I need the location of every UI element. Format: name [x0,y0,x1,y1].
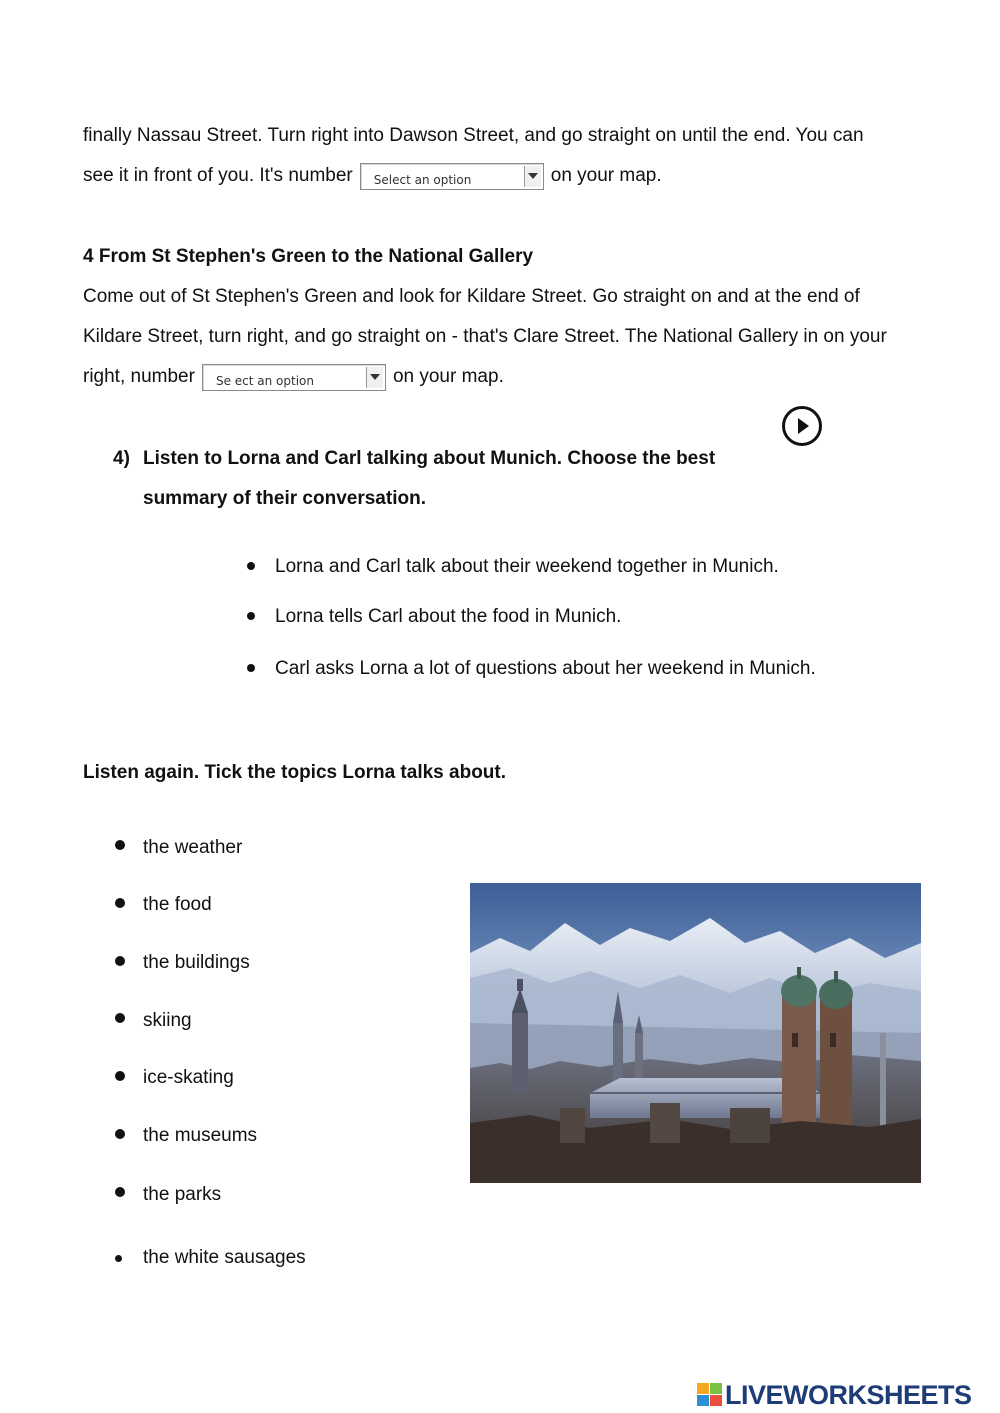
bullet [115,898,125,908]
answer-select-1[interactable] [360,163,544,190]
answer-option[interactable]: Carl asks Lorna a lot of questions about her weekend in Munich. [275,658,816,679]
bullet [247,664,255,672]
answer-option[interactable]: Lorna tells Carl about the food in Munich. [275,606,622,627]
bullet [115,1187,125,1197]
bullet [115,1071,125,1081]
liveworksheets-logo [697,1380,972,1410]
select-placeholder: Select an option [373,172,472,187]
paragraph-line-with-select [83,154,662,198]
section-heading: 4 From St Stephen's Green to the National Gallery [83,246,534,267]
bullet [115,956,125,966]
paragraph-line: Kildare Street, turn right, and go straight on - that's Clare Street. The National Gallery in on your [83,326,887,347]
topic-item[interactable]: the weather [143,837,243,858]
paragraph-line: finally Nassau Street. Turn right into Dawson Street, and go straight on until the end. You can [83,125,864,146]
bullet [115,840,125,850]
topic-item[interactable]: the food [143,894,212,915]
bullet [115,1013,125,1023]
paragraph-text: on your map. [392,366,504,387]
paragraph-text: right, number [83,366,195,387]
topic-item[interactable]: the buildings [143,952,250,973]
paragraph-text: on your map. [550,165,662,186]
paragraph-line-with-select [83,355,504,399]
chevron-down-icon [524,166,541,187]
paragraph-text: see it in front of you. It's number [83,165,353,186]
select-placeholder: Se ect an option [215,373,314,388]
paragraph-line: Come out of St Stephen's Green and look for Kildare Street. Go straight on and at the end of [83,286,860,307]
bullet [247,562,255,570]
section-heading: Listen again. Tick the topics Lorna talks about. [83,762,507,783]
logo-text: LIVEWORKSHEETS [725,1379,972,1410]
chevron-down-icon [366,367,383,388]
munich-skyline-image [470,883,921,1183]
topic-item[interactable]: skiing [143,1010,192,1031]
topic-item[interactable]: the museums [143,1125,258,1146]
answer-select-2[interactable] [202,364,386,391]
bullet [115,1129,125,1139]
play-circle-icon[interactable] [781,405,823,447]
question-text: Listen to Lorna and Carl talking about Munich. Choose the best [143,448,716,469]
question-number: 4) [113,448,130,469]
topic-item[interactable]: the white sausages [143,1247,306,1268]
question-text: summary of their conversation. [143,488,426,509]
topic-item[interactable]: the parks [143,1184,222,1205]
liveworksheets-logo-icon [697,1383,723,1407]
answer-option[interactable]: Lorna and Carl talk about their weekend together in Munich. [275,556,779,577]
bullet [247,612,255,620]
topic-item[interactable]: ice-skating [143,1067,234,1088]
bullet [115,1255,122,1262]
